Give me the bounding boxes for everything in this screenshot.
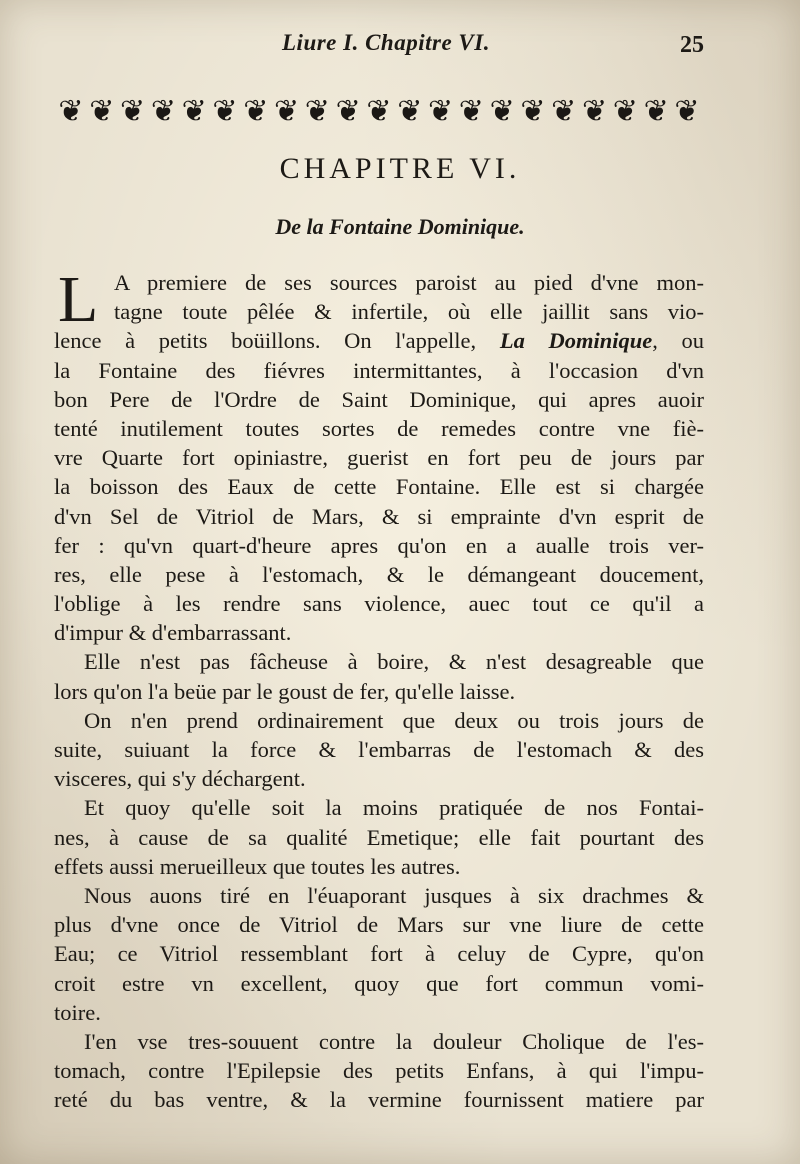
text-line: vre Quarte fort opiniastre, guerist en fort peu de jours par	[54, 445, 704, 471]
text-line: A premiere de ses sources paroist au pied d'vne mon-	[114, 270, 704, 295]
fleuron-icon: ❦	[274, 94, 300, 129]
text-line: nes, à cause de sa qualité Emetique; elle fait pourtant des	[54, 824, 704, 850]
text-line: Elle n'est pas fâcheuse à boire, & n'est desagreable que	[84, 649, 704, 675]
text-line: On n'en prend ordinairement que deux ou trois jours de	[84, 707, 704, 733]
fleuron-icon: ❦	[335, 94, 361, 129]
fleuron-icon: ❦	[674, 94, 700, 129]
fleuron-icon: ❦	[150, 94, 176, 129]
text-line: effets aussi merueilleux que toutes les autres.	[54, 853, 461, 879]
text-line: Nous auons tiré en l'éuaporant jusques à six drachmes &	[84, 882, 704, 908]
fleuron-icon: ❦	[89, 94, 115, 129]
running-head: Liure I. Chapitre VI.	[282, 30, 490, 55]
text-line: reté du bas ventre, & la vermine fournissent matiere par	[54, 1087, 704, 1113]
fleuron-icon: ❦	[58, 94, 84, 129]
chapter-subtitle: De la Fontaine Dominique.	[275, 214, 525, 239]
fleuron-icon: ❦	[120, 94, 146, 129]
fleuron-icon: ❦	[520, 94, 546, 129]
text-line: I'en vse tres-souuent contre la douleur Cholique de l'es-	[84, 1028, 704, 1054]
text-line: tenté inutilement toutes sortes de remedes contre vne fiè-	[54, 415, 704, 441]
text-line: toire.	[54, 999, 101, 1025]
fleuron-icon: ❦	[581, 94, 608, 129]
body-text	[54, 263, 704, 1114]
text-line: Eau; ce Vitriol ressemblant fort à celuy de Cypre, qu'on	[54, 941, 704, 967]
text-line: lence à petits boüillons. On l'appelle, La Dominique, ou	[54, 328, 704, 354]
fleuron-icon: ❦	[304, 94, 330, 129]
fleuron-icon: ❦	[181, 94, 207, 129]
chapter-title: CHAPITRE VI.	[279, 152, 521, 185]
text-line: lors qu'on l'a beüe par le goust de fer, qu'elle laisse.	[54, 678, 516, 704]
text-line: croit estre vn excellent, quoy que fort commun vomi-	[54, 970, 704, 996]
fleuron-icon: ❦	[612, 94, 638, 129]
fleuron-icon: ❦	[427, 94, 454, 129]
text-line: tagne toute pêlée & infertile, où elle jaillit sans vio-	[114, 299, 704, 325]
text-line: tomach, contre l'Epilepsie des petits Enfans, à qui l'impu-	[54, 1058, 704, 1084]
fleuron-icon: ❦	[366, 94, 392, 129]
ornamental-band	[56, 92, 702, 132]
italic-name: La Dominique	[499, 328, 653, 354]
text-line: bon Pere de l'Ordre de Saint Dominique, qui apres auoir	[54, 386, 704, 412]
text-line: fer : qu'vn quart-d'heure apres qu'on en a aualle trois ver-	[54, 532, 704, 558]
fleuron-icon: ❦	[212, 94, 238, 129]
text-line: la Fontaine des fiévres intermittantes, à l'occasion d'vn	[54, 357, 704, 383]
text-line: Et quoy qu'elle soit la moins pratiquée de nos Fontai-	[84, 795, 704, 821]
text-line: l'oblige à les rendre sans violence, auec tout ce qu'il a	[54, 591, 704, 617]
text-line: suite, suiuant la force & l'embarras de l'estomach & des	[54, 737, 704, 762]
fleuron-icon: ❦	[458, 94, 484, 129]
text-line: visceres, qui s'y déchargent.	[54, 766, 306, 792]
fleuron-icon: ❦	[551, 94, 577, 129]
text-line: d'vn Sel de Vitriol de Mars, & si emprainte d'vn esprit de	[54, 503, 704, 529]
text-line: d'impur & d'embarrassant.	[54, 620, 292, 646]
drop-cap: L	[58, 263, 99, 336]
fleuron-icon: ❦	[643, 94, 669, 129]
text-line: res, elle pese à l'estomach, & le démangeant doucement,	[54, 561, 704, 587]
fleuron-icon: ❦	[489, 94, 515, 129]
fleuron-icon: ❦	[243, 94, 269, 129]
page-number: 25	[680, 32, 704, 58]
fleuron-icon: ❦	[397, 94, 423, 129]
text-line: la boisson des Eaux de cette Fontaine. Elle est si chargée	[54, 474, 704, 500]
text-line: plus d'vne once de Vitriol de Mars sur vne liure de cette	[54, 912, 704, 938]
